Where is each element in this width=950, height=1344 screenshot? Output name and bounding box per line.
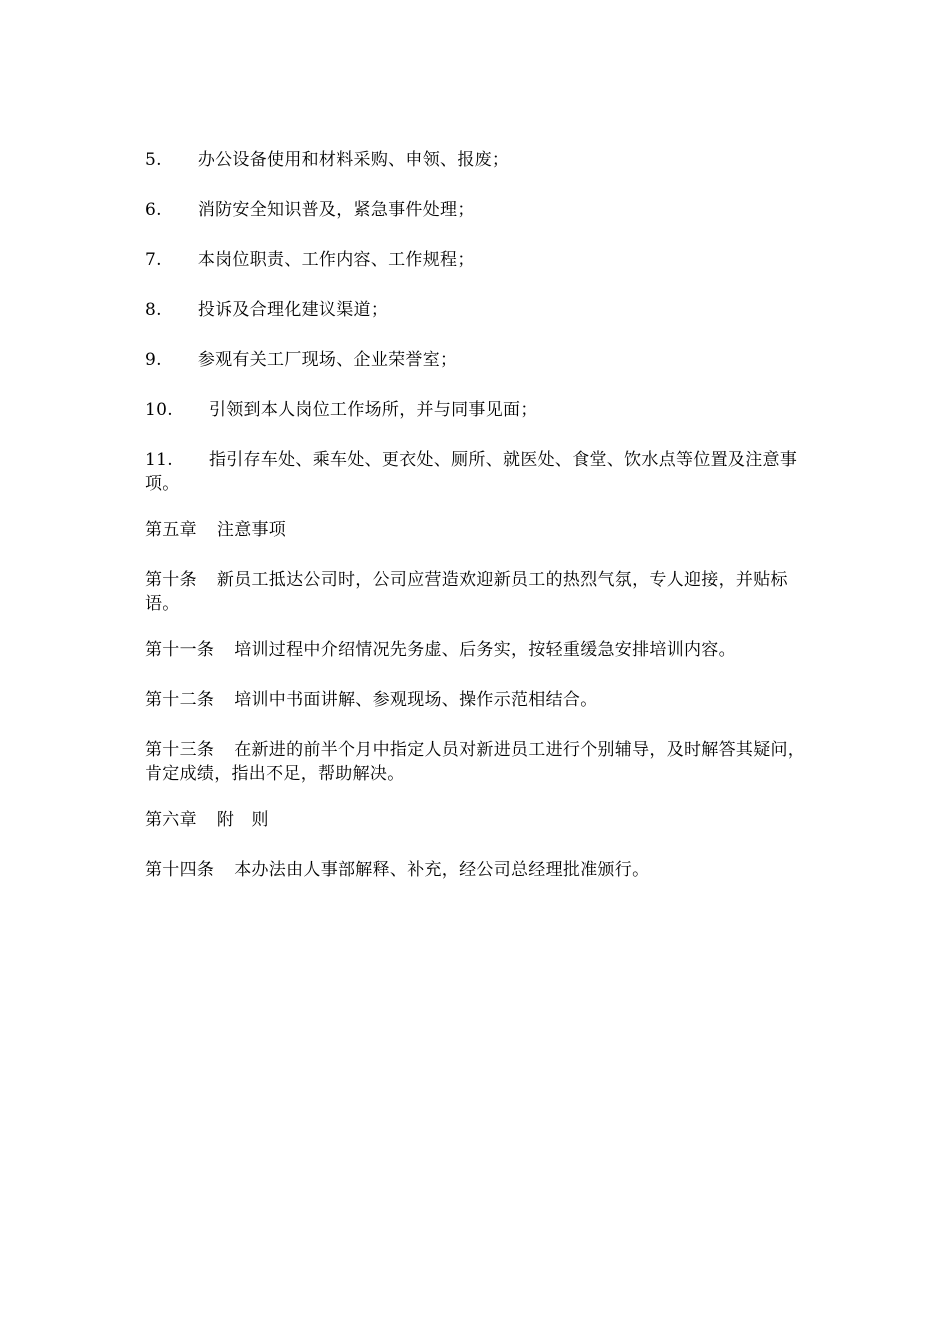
article-label: 第十二条 xyxy=(145,690,215,710)
list-text: 本岗位职责、工作内容、工作规程； xyxy=(197,250,475,270)
article-13 xyxy=(145,738,815,786)
list-item-9 xyxy=(145,348,815,372)
list-item-8 xyxy=(145,298,815,322)
list-text: 消防安全知识普及，紧急事件处理； xyxy=(197,200,475,220)
article-text: 新员工抵达公司时，公司应营造欢迎新员工的热烈气氛，专人迎接，并贴标语。 xyxy=(145,570,788,614)
article-label: 第十条 xyxy=(145,570,197,590)
list-number: 8. xyxy=(145,300,162,320)
list-item-7 xyxy=(145,248,815,272)
list-text: 参观有关工厂现场、企业荣誉室； xyxy=(197,350,458,370)
article-12 xyxy=(145,688,815,712)
chapter-heading-5 xyxy=(145,518,815,542)
list-item-6 xyxy=(145,198,815,222)
list-text: 投诉及合理化建议渠道； xyxy=(197,300,389,320)
chapter-label: 第六章 xyxy=(145,810,197,830)
article-text: 本办法由人事部解释、补充，经公司总经理批准颁行。 xyxy=(234,860,650,880)
list-number: 10. xyxy=(145,400,173,420)
list-number: 11. xyxy=(145,450,173,470)
article-label: 第十四条 xyxy=(145,860,215,880)
article-label: 第十三条 xyxy=(145,740,215,760)
article-label: 第十一条 xyxy=(145,640,215,660)
list-number: 6. xyxy=(145,200,162,220)
list-number: 7. xyxy=(145,250,162,270)
chapter-heading-6 xyxy=(145,808,815,832)
list-item-11 xyxy=(145,448,815,496)
list-number: 9. xyxy=(145,350,162,370)
document-page xyxy=(145,148,815,908)
list-item-10 xyxy=(145,398,815,422)
chapter-title: 附 则 xyxy=(216,810,269,830)
article-text: 培训过程中介绍情况先务虚、后务实，按轻重缓急安排培训内容。 xyxy=(234,640,736,660)
article-10 xyxy=(145,568,815,616)
list-number: 5. xyxy=(145,150,162,170)
chapter-title: 注意事项 xyxy=(216,520,287,540)
list-text: 引领到本人岗位工作场所，并与同事见面； xyxy=(208,400,538,420)
chapter-label: 第五章 xyxy=(145,520,197,540)
list-item-5 xyxy=(145,148,815,172)
article-text: 培训中书面讲解、参观现场、操作示范相结合。 xyxy=(234,690,598,710)
article-14 xyxy=(145,858,815,882)
list-text: 办公设备使用和材料采购、申领、报废； xyxy=(197,150,510,170)
article-11 xyxy=(145,638,815,662)
article-text: 在新进的前半个月中指定人员对新进员工进行个别辅导，及时解答其疑问，肯定成绩，指出不足，帮助解决。 xyxy=(145,740,806,784)
list-text: 指引存车处、乘车处、更衣处、厕所、就医处、食堂、饮水点等位置及注意事项。 xyxy=(145,450,798,494)
